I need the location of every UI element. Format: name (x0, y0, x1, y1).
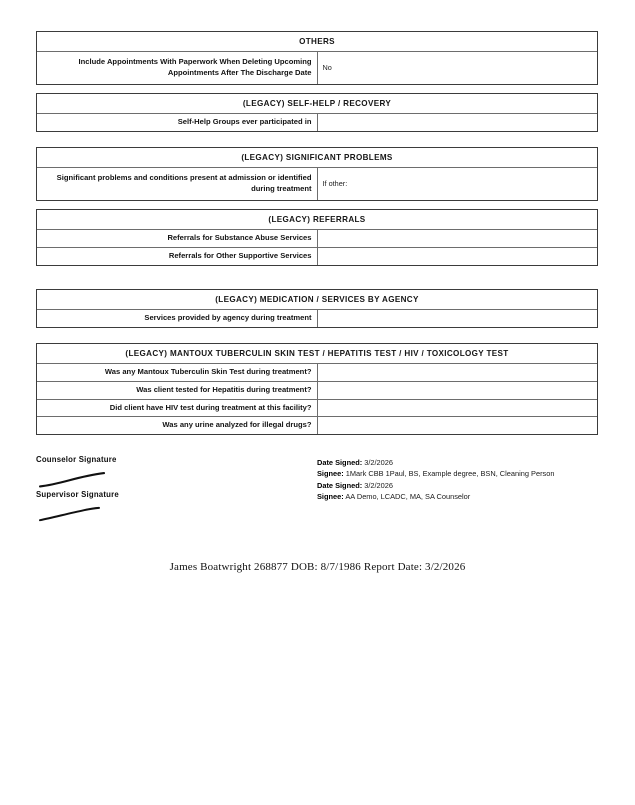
field-value: No (322, 62, 332, 72)
field-value (317, 230, 597, 248)
section-title-row (37, 344, 597, 364)
section-title-row (37, 210, 597, 230)
section-title-row (37, 148, 597, 168)
field-label: Self-Help Groups ever participated in (37, 114, 317, 131)
supervisor-signee-label: Signee: (317, 491, 344, 501)
field-value (317, 310, 597, 327)
field-label: Was client tested for Hepatitis during treatment? (37, 381, 317, 399)
table-row (37, 381, 597, 399)
field-label: Was any Mantoux Tuberculin Skin Test during treatment? (37, 364, 317, 382)
section-significant-problems (36, 147, 598, 201)
counselor-date-value: 3/2/2026 (364, 458, 394, 467)
field-label: Include Appointments With Paperwork When Deleting Upcoming Appointments After The Discharge Date (37, 52, 317, 84)
table-row (37, 52, 597, 84)
field-value (317, 399, 597, 417)
supervisor-date-label: Date Signed: (317, 480, 363, 490)
field-label: Significant problems and conditions present at admission or identified during treatment (37, 168, 317, 200)
section-others (36, 31, 598, 85)
counselor-signature-slot (36, 464, 306, 490)
section-title: (LEGACY) REFERRALS (37, 210, 597, 230)
counselor-signee-line (317, 468, 598, 479)
counselor-signature-mark (38, 471, 130, 494)
section-medication-services-by-agency (36, 289, 598, 328)
counselor-date-line (317, 457, 598, 468)
field-value (317, 247, 597, 264)
supervisor-signature-label: Supervisor Signature (36, 490, 119, 499)
section-title: (LEGACY) MEDICATION / SERVICES BY AGENCY (37, 290, 597, 310)
field-label: Was any urine analyzed for illegal drugs? (37, 417, 317, 434)
page-footer: James Boatwright 268877 DOB: 8/7/1986 Report Date: 3/2/2026 (169, 561, 466, 573)
field-value (317, 114, 597, 131)
table-row (37, 168, 597, 200)
section-mantoux-hepatitis-hiv-toxicology (36, 343, 598, 435)
field-label: Did client have HIV test during treatment at this facility? (37, 399, 317, 417)
section-title-row (37, 94, 597, 114)
section-title: (LEGACY) MANTOUX TUBERCULIN SKIN TEST / HEPATITIS TEST / HIV / TOXICOLOGY TEST (37, 344, 597, 364)
supervisor-signature-mark (38, 506, 130, 529)
counselor-date-label: Date Signed: (317, 458, 363, 467)
signature-area (36, 455, 598, 525)
section-referrals (36, 209, 598, 266)
section-title-row (37, 32, 597, 52)
supervisor-signature-slot (36, 499, 306, 523)
table-row (37, 310, 597, 327)
field-value (317, 417, 597, 434)
section-title-row (37, 290, 597, 310)
table-row (37, 114, 597, 131)
field-label: Referrals for Other Supportive Services (37, 247, 317, 264)
signature-details-column (317, 457, 598, 502)
field-value: If other: (322, 178, 348, 188)
supervisor-signee-value: AA Demo, LCADC, MA, SA Counselor (345, 491, 471, 501)
section-title: (LEGACY) SIGNIFICANT PROBLEMS (37, 148, 597, 168)
section-title: (LEGACY) SELF-HELP / RECOVERY (37, 94, 597, 114)
table-row (37, 230, 597, 248)
table-row (37, 247, 597, 264)
supervisor-signee-line (317, 491, 598, 502)
table-row (37, 417, 597, 434)
counselor-signature-label: Counselor Signature (36, 455, 117, 464)
signature-labels-column (36, 455, 306, 523)
section-self-help-recovery (36, 93, 598, 132)
supervisor-date-line (317, 480, 598, 491)
counselor-signee-label: Signee: (317, 469, 344, 479)
section-title: OTHERS (37, 32, 597, 52)
field-value (317, 381, 597, 399)
field-label: Referrals for Substance Abuse Services (37, 230, 317, 248)
supervisor-date-value: 3/2/2026 (364, 480, 394, 490)
field-label: Services provided by agency during treatment (37, 310, 317, 327)
counselor-signee-value: 1Mark CBB 1Paul, BS, Example degree, BSN, Cleaning Person (345, 469, 555, 479)
table-row (37, 399, 597, 417)
table-row (37, 364, 597, 382)
field-value (317, 364, 597, 382)
